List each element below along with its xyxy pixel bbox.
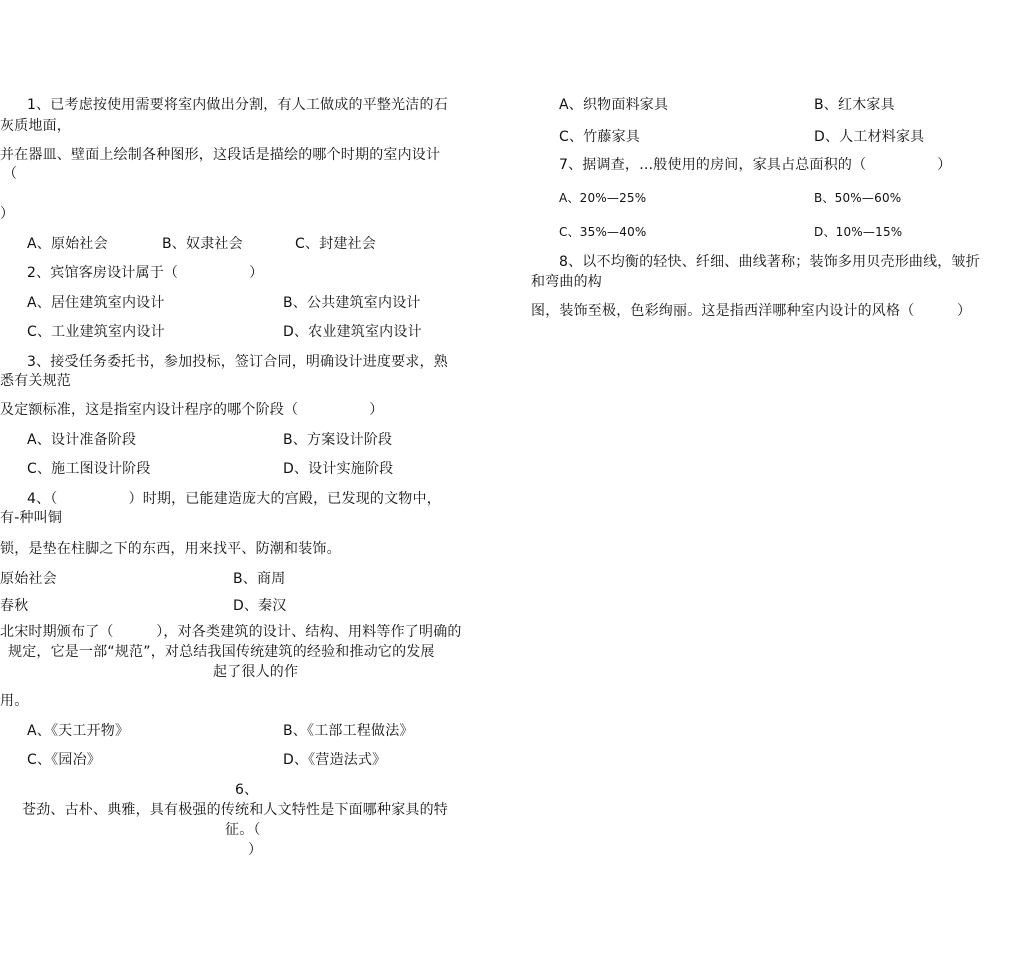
- q7-stem: 7、据调查，…般使用的房间，家具占总面积的（ ）: [559, 157, 952, 173]
- q1-option-c: C、封建社会: [295, 236, 376, 252]
- q8-line1: 8、以不均衡的轻快、纤细、曲线著称；装饰多用贝壳形曲线，皱折: [559, 254, 980, 270]
- q7-option-b: B、50%—60%: [814, 191, 902, 205]
- q4-option-d: D、秦汉: [233, 598, 287, 614]
- q6-line3: ）: [248, 842, 263, 858]
- q8-line2: 和弯曲的构: [531, 274, 602, 290]
- q5-option-a: A、《天工开物》: [27, 723, 130, 739]
- q4-option-b: B、商周: [233, 571, 286, 587]
- q5-line3: 起了很人的作: [213, 664, 299, 680]
- q6-line1: 苍劲、古朴、典雅，具有极强的传统和人文特性是下面哪种家具的特: [22, 802, 448, 818]
- q3-option-d: D、设计实施阶段: [283, 461, 394, 477]
- q7-option-c: C、35%—40%: [559, 225, 647, 239]
- q2-stem: 2、宾馆客房设计属于（ ）: [27, 265, 264, 281]
- q5-line2: 规定，它是一部“规范”，对总结我国传统建筑的经验和推动它的发展: [8, 644, 435, 660]
- q6-option-c: C、竹藤家具: [559, 129, 640, 145]
- q6-option-b: B、红木家具: [814, 97, 895, 113]
- q3-line3: 及定额标准，这是指室内设计程序的哪个阶段（ ）: [0, 402, 384, 418]
- q2-option-a: A、居住建筑室内设计: [27, 295, 165, 311]
- q7-option-a: A、20%—25%: [559, 191, 647, 205]
- q3-option-c: C、施工图设计阶段: [27, 461, 151, 477]
- q4-line1: 4、（ ）时期，已能建造庞大的宫殿，已发现的文物中，: [27, 491, 441, 507]
- q2-option-d: D、农业建筑室内设计: [283, 324, 422, 340]
- q5-line4: 用。: [0, 693, 29, 709]
- q8-line3: 图，装饰至极，色彩绚丽。这是指西洋哪种室内设计的风格（ ）: [531, 303, 972, 319]
- q4-option-c: 春秋: [0, 598, 29, 614]
- q1-paren-open: （: [3, 166, 18, 182]
- q7-option-d: D、10%—15%: [814, 225, 903, 239]
- q5-option-b: B、《工部工程做法》: [283, 723, 414, 739]
- q1-paren-close: ）: [0, 206, 15, 222]
- q5-line1: 北宋时期颁布了（ ），对各类建筑的设计、结构、用料等作了明确的: [0, 624, 462, 640]
- q5-option-d: D、《营造法式》: [283, 752, 387, 768]
- q6-option-a: A、织物面料家具: [559, 97, 669, 113]
- q4-line3: 锁，是垫在柱脚之下的东西，用来找平、防潮和装饰。: [0, 541, 341, 557]
- q4-option-a: 原始社会: [0, 571, 57, 587]
- q6-line2: 征。（: [225, 822, 261, 838]
- q1-line1: 1、已考虑按使用需要将室内做出分割，有人工做成的平整光洁的石: [27, 97, 448, 113]
- q3-line2: 悉有关规范: [0, 373, 71, 389]
- q6-number: 6、: [235, 782, 259, 798]
- q1-option-a: A、原始社会: [27, 236, 108, 252]
- q2-option-b: B、公共建筑室内设计: [283, 295, 421, 311]
- q1-line2: 灰质地面，: [0, 118, 71, 134]
- q5-option-c: C、《园冶》: [27, 752, 101, 768]
- q6-option-d: D、人工材料家具: [814, 129, 925, 145]
- q1-option-b: B、奴隶社会: [162, 236, 243, 252]
- q3-option-a: A、设计准备阶段: [27, 432, 137, 448]
- q3-line1: 3、接受任务委托书，参加投标，签订合同，明确设计进度要求，熟: [27, 354, 448, 370]
- q2-option-c: C、工业建筑室内设计: [27, 324, 165, 340]
- q1-line3: 并在器皿、壁面上绘制各种图形，这段话是描绘的哪个时期的室内设计: [0, 147, 441, 163]
- q4-line2: 有-种叫铜: [0, 510, 63, 526]
- q3-option-b: B、方案设计阶段: [283, 432, 393, 448]
